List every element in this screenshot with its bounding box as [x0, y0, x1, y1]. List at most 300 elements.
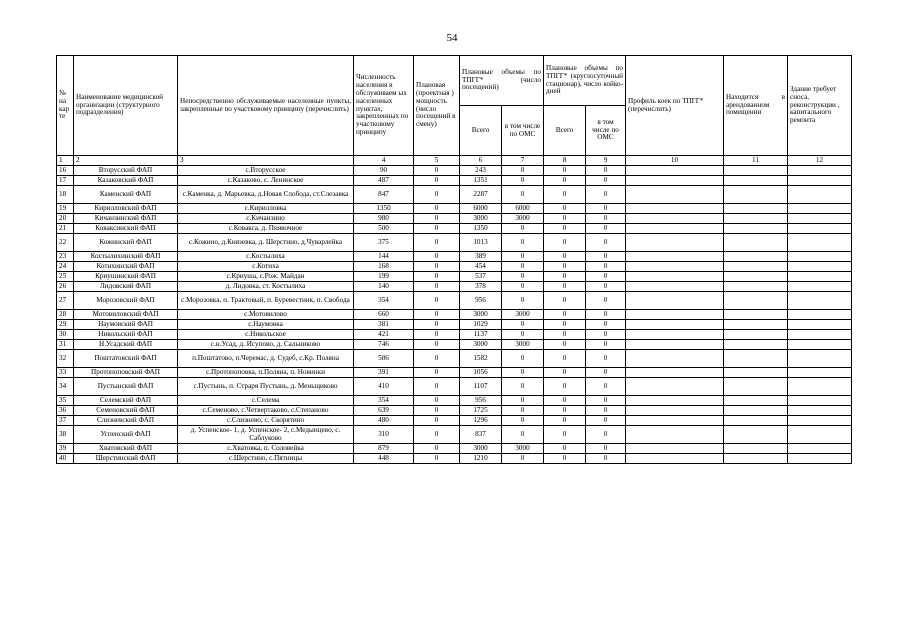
beds-oms: 0	[586, 224, 626, 234]
capacity: 0	[414, 292, 460, 310]
rented	[724, 416, 788, 426]
visits-total: 956	[460, 396, 502, 406]
column-number: 6	[460, 156, 502, 166]
row-number: 21	[57, 224, 74, 234]
header-beds-group: Плановые объемы по ТПГГ* (круглосуточный стационар), число койко-дней	[544, 56, 626, 106]
population: 168	[354, 262, 414, 272]
reconstruction	[788, 426, 852, 444]
visits-oms: 3000	[502, 444, 544, 454]
column-number: 7	[502, 156, 544, 166]
visits-total: 1350	[460, 224, 502, 234]
bed-profile	[626, 444, 724, 454]
population: 487	[354, 176, 414, 186]
visits-total: 3000	[460, 310, 502, 320]
table-row	[57, 166, 852, 176]
population: 500	[354, 224, 414, 234]
beds-total: 0	[544, 378, 586, 396]
population: 381	[354, 320, 414, 330]
beds-oms: 0	[586, 350, 626, 368]
reconstruction	[788, 378, 852, 396]
visits-total: 378	[460, 282, 502, 292]
settlements: с.Вторусское	[178, 166, 354, 176]
organization-name: Поштатовский ФАП	[74, 350, 178, 368]
table-row	[57, 186, 852, 204]
settlements: п.Поштатово, п.Черемас, д. Судеб, с.Кр. Поляна	[178, 350, 354, 368]
row-number: 25	[57, 272, 74, 282]
population: 144	[354, 252, 414, 262]
visits-total: 1210	[460, 454, 502, 464]
capacity: 0	[414, 378, 460, 396]
visits-total: 1056	[460, 368, 502, 378]
row-number: 33	[57, 368, 74, 378]
visits-oms: 0	[502, 330, 544, 340]
header-rented: Находится в арендованном помещении	[724, 56, 788, 156]
settlements: с.Каменка, д. Марьевка, д.Новая Слобода, ст.Слезавка	[178, 186, 354, 204]
visits-total: 1013	[460, 234, 502, 252]
population: 90	[354, 166, 414, 176]
table-row	[57, 272, 852, 282]
organization-name: Кирилловский ФАП	[74, 204, 178, 214]
bed-profile	[626, 368, 724, 378]
population: 586	[354, 350, 414, 368]
table-body	[57, 156, 852, 464]
rented	[724, 176, 788, 186]
population: 980	[354, 214, 414, 224]
beds-total: 0	[544, 186, 586, 204]
beds-oms: 0	[586, 330, 626, 340]
settlements: с.Слизнево, с. Скорятино	[178, 416, 354, 426]
row-number: 20	[57, 214, 74, 224]
visits-oms: 0	[502, 262, 544, 272]
visits-total: 1107	[460, 378, 502, 396]
reconstruction	[788, 224, 852, 234]
settlements: с.Казаково, с. Ленинское	[178, 176, 354, 186]
header-number: № на кар те	[57, 56, 74, 156]
capacity: 0	[414, 340, 460, 350]
beds-total: 0	[544, 214, 586, 224]
table-row	[57, 396, 852, 406]
beds-oms: 0	[586, 292, 626, 310]
bed-profile	[626, 396, 724, 406]
beds-oms: 0	[586, 368, 626, 378]
table-row	[57, 214, 852, 224]
beds-oms: 0	[586, 186, 626, 204]
table-row	[57, 330, 852, 340]
settlements: с.Костылиха	[178, 252, 354, 262]
capacity: 0	[414, 186, 460, 204]
settlements: с.Пустынь, п. Страря Пустынь, д. Меньщиково	[178, 378, 354, 396]
header-visits-total: Всего	[460, 106, 502, 156]
visits-oms: 0	[502, 378, 544, 396]
capacity: 0	[414, 330, 460, 340]
row-number: 31	[57, 340, 74, 350]
capacity: 0	[414, 310, 460, 320]
rented	[724, 186, 788, 204]
reconstruction	[788, 396, 852, 406]
row-number: 26	[57, 282, 74, 292]
reconstruction	[788, 214, 852, 224]
bed-profile	[626, 454, 724, 464]
beds-oms: 0	[586, 444, 626, 454]
reconstruction	[788, 454, 852, 464]
capacity: 0	[414, 320, 460, 330]
header-organization: Наименование медицинской организации (структурного подразделения)	[74, 56, 178, 156]
bed-profile	[626, 234, 724, 252]
organization-name: Пустынский ФАП	[74, 378, 178, 396]
reconstruction	[788, 176, 852, 186]
bed-profile	[626, 252, 724, 262]
beds-total: 0	[544, 368, 586, 378]
organization-name: Никольский ФАП	[74, 330, 178, 340]
organization-name: Казаковский ФАП	[74, 176, 178, 186]
visits-total: 1029	[460, 320, 502, 330]
visits-total: 956	[460, 292, 502, 310]
row-number: 18	[57, 186, 74, 204]
header-capacity: Плановая (проектная ) мощность (число посещений в смену)	[414, 56, 460, 156]
column-number: 1	[57, 156, 74, 166]
beds-total: 0	[544, 234, 586, 252]
reconstruction	[788, 330, 852, 340]
bed-profile	[626, 426, 724, 444]
bed-profile	[626, 378, 724, 396]
settlements: с.Наумовка	[178, 320, 354, 330]
beds-total: 0	[544, 416, 586, 426]
settlements: с.Кирилловка	[178, 204, 354, 214]
row-number: 35	[57, 396, 74, 406]
beds-oms: 0	[586, 320, 626, 330]
beds-oms: 0	[586, 310, 626, 320]
visits-total: 6000	[460, 204, 502, 214]
reconstruction	[788, 406, 852, 416]
settlements: с.Криуша, с.Рож. Майдан	[178, 272, 354, 282]
header-beds-oms: в том числе по ОМС	[586, 106, 626, 156]
capacity: 0	[414, 272, 460, 282]
rented	[724, 252, 788, 262]
table-row	[57, 204, 852, 214]
organization-name: Коваксинский ФАП	[74, 224, 178, 234]
column-number: 8	[544, 156, 586, 166]
capacity: 0	[414, 204, 460, 214]
beds-total: 0	[544, 262, 586, 272]
reconstruction	[788, 320, 852, 330]
population: 660	[354, 310, 414, 320]
organization-name: Успенский ФАП	[74, 426, 178, 444]
row-number: 19	[57, 204, 74, 214]
rented	[724, 350, 788, 368]
bed-profile	[626, 214, 724, 224]
bed-profile	[626, 272, 724, 282]
beds-total: 0	[544, 204, 586, 214]
table-row	[57, 406, 852, 416]
bed-profile	[626, 330, 724, 340]
visits-oms: 0	[502, 416, 544, 426]
beds-oms: 0	[586, 234, 626, 252]
population: 310	[354, 426, 414, 444]
capacity: 0	[414, 214, 460, 224]
visits-oms: 0	[502, 272, 544, 282]
reconstruction	[788, 186, 852, 204]
visits-oms: 0	[502, 252, 544, 262]
beds-oms: 0	[586, 426, 626, 444]
beds-oms: 0	[586, 454, 626, 464]
row-number: 39	[57, 444, 74, 454]
population: 879	[354, 444, 414, 454]
table-row	[57, 224, 852, 234]
fap-table	[56, 55, 852, 464]
table-row	[57, 176, 852, 186]
column-number: 5	[414, 156, 460, 166]
population: 391	[354, 368, 414, 378]
population: 480	[354, 416, 414, 426]
column-number-row	[57, 156, 852, 166]
reconstruction	[788, 368, 852, 378]
capacity: 0	[414, 454, 460, 464]
table-row	[57, 292, 852, 310]
beds-oms: 0	[586, 252, 626, 262]
capacity: 0	[414, 426, 460, 444]
capacity: 0	[414, 444, 460, 454]
visits-oms: 0	[502, 368, 544, 378]
row-number: 30	[57, 330, 74, 340]
beds-total: 0	[544, 272, 586, 282]
population: 1350	[354, 204, 414, 214]
beds-oms: 0	[586, 416, 626, 426]
organization-name: Семеновский ФАП	[74, 406, 178, 416]
row-number: 29	[57, 320, 74, 330]
table-row	[57, 234, 852, 252]
visits-oms: 0	[502, 406, 544, 416]
bed-profile	[626, 224, 724, 234]
beds-total: 0	[544, 292, 586, 310]
population: 375	[354, 234, 414, 252]
rented	[724, 426, 788, 444]
beds-total: 0	[544, 166, 586, 176]
rented	[724, 292, 788, 310]
table-row	[57, 444, 852, 454]
beds-total: 0	[544, 350, 586, 368]
organization-name: Селемский ФАП	[74, 396, 178, 406]
organization-name: Протопоповский ФАП	[74, 368, 178, 378]
settlements: с.Хватовка, п. Соловейка	[178, 444, 354, 454]
beds-total: 0	[544, 282, 586, 292]
capacity: 0	[414, 416, 460, 426]
population: 354	[354, 292, 414, 310]
row-number: 16	[57, 166, 74, 176]
visits-oms: 0	[502, 186, 544, 204]
visits-total: 1296	[460, 416, 502, 426]
organization-name: Криушинский ФАП	[74, 272, 178, 282]
capacity: 0	[414, 262, 460, 272]
visits-oms: 6000	[502, 204, 544, 214]
row-number: 28	[57, 310, 74, 320]
table-row	[57, 252, 852, 262]
beds-total: 0	[544, 176, 586, 186]
table-row	[57, 262, 852, 272]
settlements: с.Кожино, д.Князевка, д. Шерстино, д.Чуварлейка	[178, 234, 354, 252]
organization-name: Костылихинский ФАП	[74, 252, 178, 262]
beds-total: 0	[544, 406, 586, 416]
row-number: 37	[57, 416, 74, 426]
row-number: 23	[57, 252, 74, 262]
column-number: 3	[178, 156, 354, 166]
table-row	[57, 416, 852, 426]
settlements: с.Селема	[178, 396, 354, 406]
header-bed-profile: Профиль коек по ТПГГ* (перечислить)	[626, 56, 724, 156]
visits-oms: 3000	[502, 310, 544, 320]
visits-total: 537	[460, 272, 502, 282]
organization-name: Мотовиловский ФАП	[74, 310, 178, 320]
bed-profile	[626, 310, 724, 320]
rented	[724, 406, 788, 416]
capacity: 0	[414, 406, 460, 416]
capacity: 0	[414, 350, 460, 368]
visits-total: 3000	[460, 340, 502, 350]
rented	[724, 272, 788, 282]
bed-profile	[626, 166, 724, 176]
column-number: 9	[586, 156, 626, 166]
organization-name: Морозовский ФАП	[74, 292, 178, 310]
beds-total: 0	[544, 396, 586, 406]
rented	[724, 204, 788, 214]
reconstruction	[788, 166, 852, 176]
beds-total: 0	[544, 252, 586, 262]
table-row	[57, 340, 852, 350]
bed-profile	[626, 176, 724, 186]
organization-name: Н.Усадский ФАП	[74, 340, 178, 350]
visits-oms: 0	[502, 176, 544, 186]
header-reconstruction: Здание требует сноса, реконструкции , капитального ремонта	[788, 56, 852, 156]
visits-total: 1137	[460, 330, 502, 340]
rented	[724, 282, 788, 292]
reconstruction	[788, 272, 852, 282]
beds-oms: 0	[586, 378, 626, 396]
visits-total: 1582	[460, 350, 502, 368]
table-row	[57, 350, 852, 368]
visits-oms: 0	[502, 224, 544, 234]
rented	[724, 320, 788, 330]
population: 448	[354, 454, 414, 464]
table-row	[57, 454, 852, 464]
visits-oms: 0	[502, 292, 544, 310]
row-number: 32	[57, 350, 74, 368]
page-number: 54	[446, 32, 458, 44]
visits-total: 1351	[460, 176, 502, 186]
header-beds-total: Всего	[544, 106, 586, 156]
bed-profile	[626, 282, 724, 292]
beds-total: 0	[544, 330, 586, 340]
settlements: д. Лидовка, ст. Костылиха	[178, 282, 354, 292]
rented	[724, 368, 788, 378]
capacity: 0	[414, 396, 460, 406]
visits-total: 2287	[460, 186, 502, 204]
settlements: с.Кичанзино	[178, 214, 354, 224]
table-header	[57, 56, 852, 156]
reconstruction	[788, 252, 852, 262]
bed-profile	[626, 292, 724, 310]
visits-oms: 3000	[502, 214, 544, 224]
organization-name: Кичанзинский ФАП	[74, 214, 178, 224]
rented	[724, 310, 788, 320]
beds-total: 0	[544, 444, 586, 454]
organization-name: Наумовский ФАП	[74, 320, 178, 330]
row-number: 40	[57, 454, 74, 464]
organization-name: Шерстинский ФАП	[74, 454, 178, 464]
organization-name: Котихинский ФАП	[74, 262, 178, 272]
column-number: 12	[788, 156, 852, 166]
beds-total: 0	[544, 320, 586, 330]
reconstruction	[788, 444, 852, 454]
visits-oms: 0	[502, 282, 544, 292]
table-row	[57, 320, 852, 330]
settlements: д. Успенское- 1, д. Успенское- 2, с.Медынцево, с. Саблуково	[178, 426, 354, 444]
reconstruction	[788, 204, 852, 214]
header-visits-oms: в том числе по ОМС	[502, 106, 544, 156]
bed-profile	[626, 416, 724, 426]
reconstruction	[788, 282, 852, 292]
row-number: 24	[57, 262, 74, 272]
beds-oms: 0	[586, 406, 626, 416]
table-row	[57, 310, 852, 320]
visits-oms: 0	[502, 234, 544, 252]
header-settlements: Непосредственно обслуживаемые населенные пункты, закрепленные по участковому принципу (перечислить)	[178, 56, 354, 156]
settlements: с.Коваксa, д. Пиявочное	[178, 224, 354, 234]
column-number: 2	[74, 156, 178, 166]
population: 639	[354, 406, 414, 416]
rented	[724, 340, 788, 350]
reconstruction	[788, 262, 852, 272]
settlements: с.Котиха	[178, 262, 354, 272]
beds-oms: 0	[586, 204, 626, 214]
rented	[724, 378, 788, 396]
bed-profile	[626, 204, 724, 214]
row-number: 36	[57, 406, 74, 416]
visits-oms: 0	[502, 396, 544, 406]
row-number: 27	[57, 292, 74, 310]
bed-profile	[626, 186, 724, 204]
table-row	[57, 282, 852, 292]
beds-oms: 0	[586, 214, 626, 224]
capacity: 0	[414, 224, 460, 234]
row-number: 34	[57, 378, 74, 396]
beds-oms: 0	[586, 176, 626, 186]
rented	[724, 396, 788, 406]
rented	[724, 166, 788, 176]
population: 847	[354, 186, 414, 204]
column-number: 11	[724, 156, 788, 166]
visits-total: 3000	[460, 214, 502, 224]
rented	[724, 330, 788, 340]
reconstruction	[788, 340, 852, 350]
visits-total: 243	[460, 166, 502, 176]
settlements: с.Мотовилово	[178, 310, 354, 320]
capacity: 0	[414, 368, 460, 378]
header-population: Численность населения в обслуживаем ых населенных пунктах, закрепленных по участковому принципу	[354, 56, 414, 156]
visits-oms: 0	[502, 166, 544, 176]
row-number: 17	[57, 176, 74, 186]
population: 199	[354, 272, 414, 282]
visits-total: 1725	[460, 406, 502, 416]
capacity: 0	[414, 234, 460, 252]
reconstruction	[788, 416, 852, 426]
beds-oms: 0	[586, 166, 626, 176]
visits-total: 454	[460, 262, 502, 272]
beds-total: 0	[544, 340, 586, 350]
table-row	[57, 426, 852, 444]
reconstruction	[788, 234, 852, 252]
bed-profile	[626, 340, 724, 350]
capacity: 0	[414, 176, 460, 186]
bed-profile	[626, 350, 724, 368]
